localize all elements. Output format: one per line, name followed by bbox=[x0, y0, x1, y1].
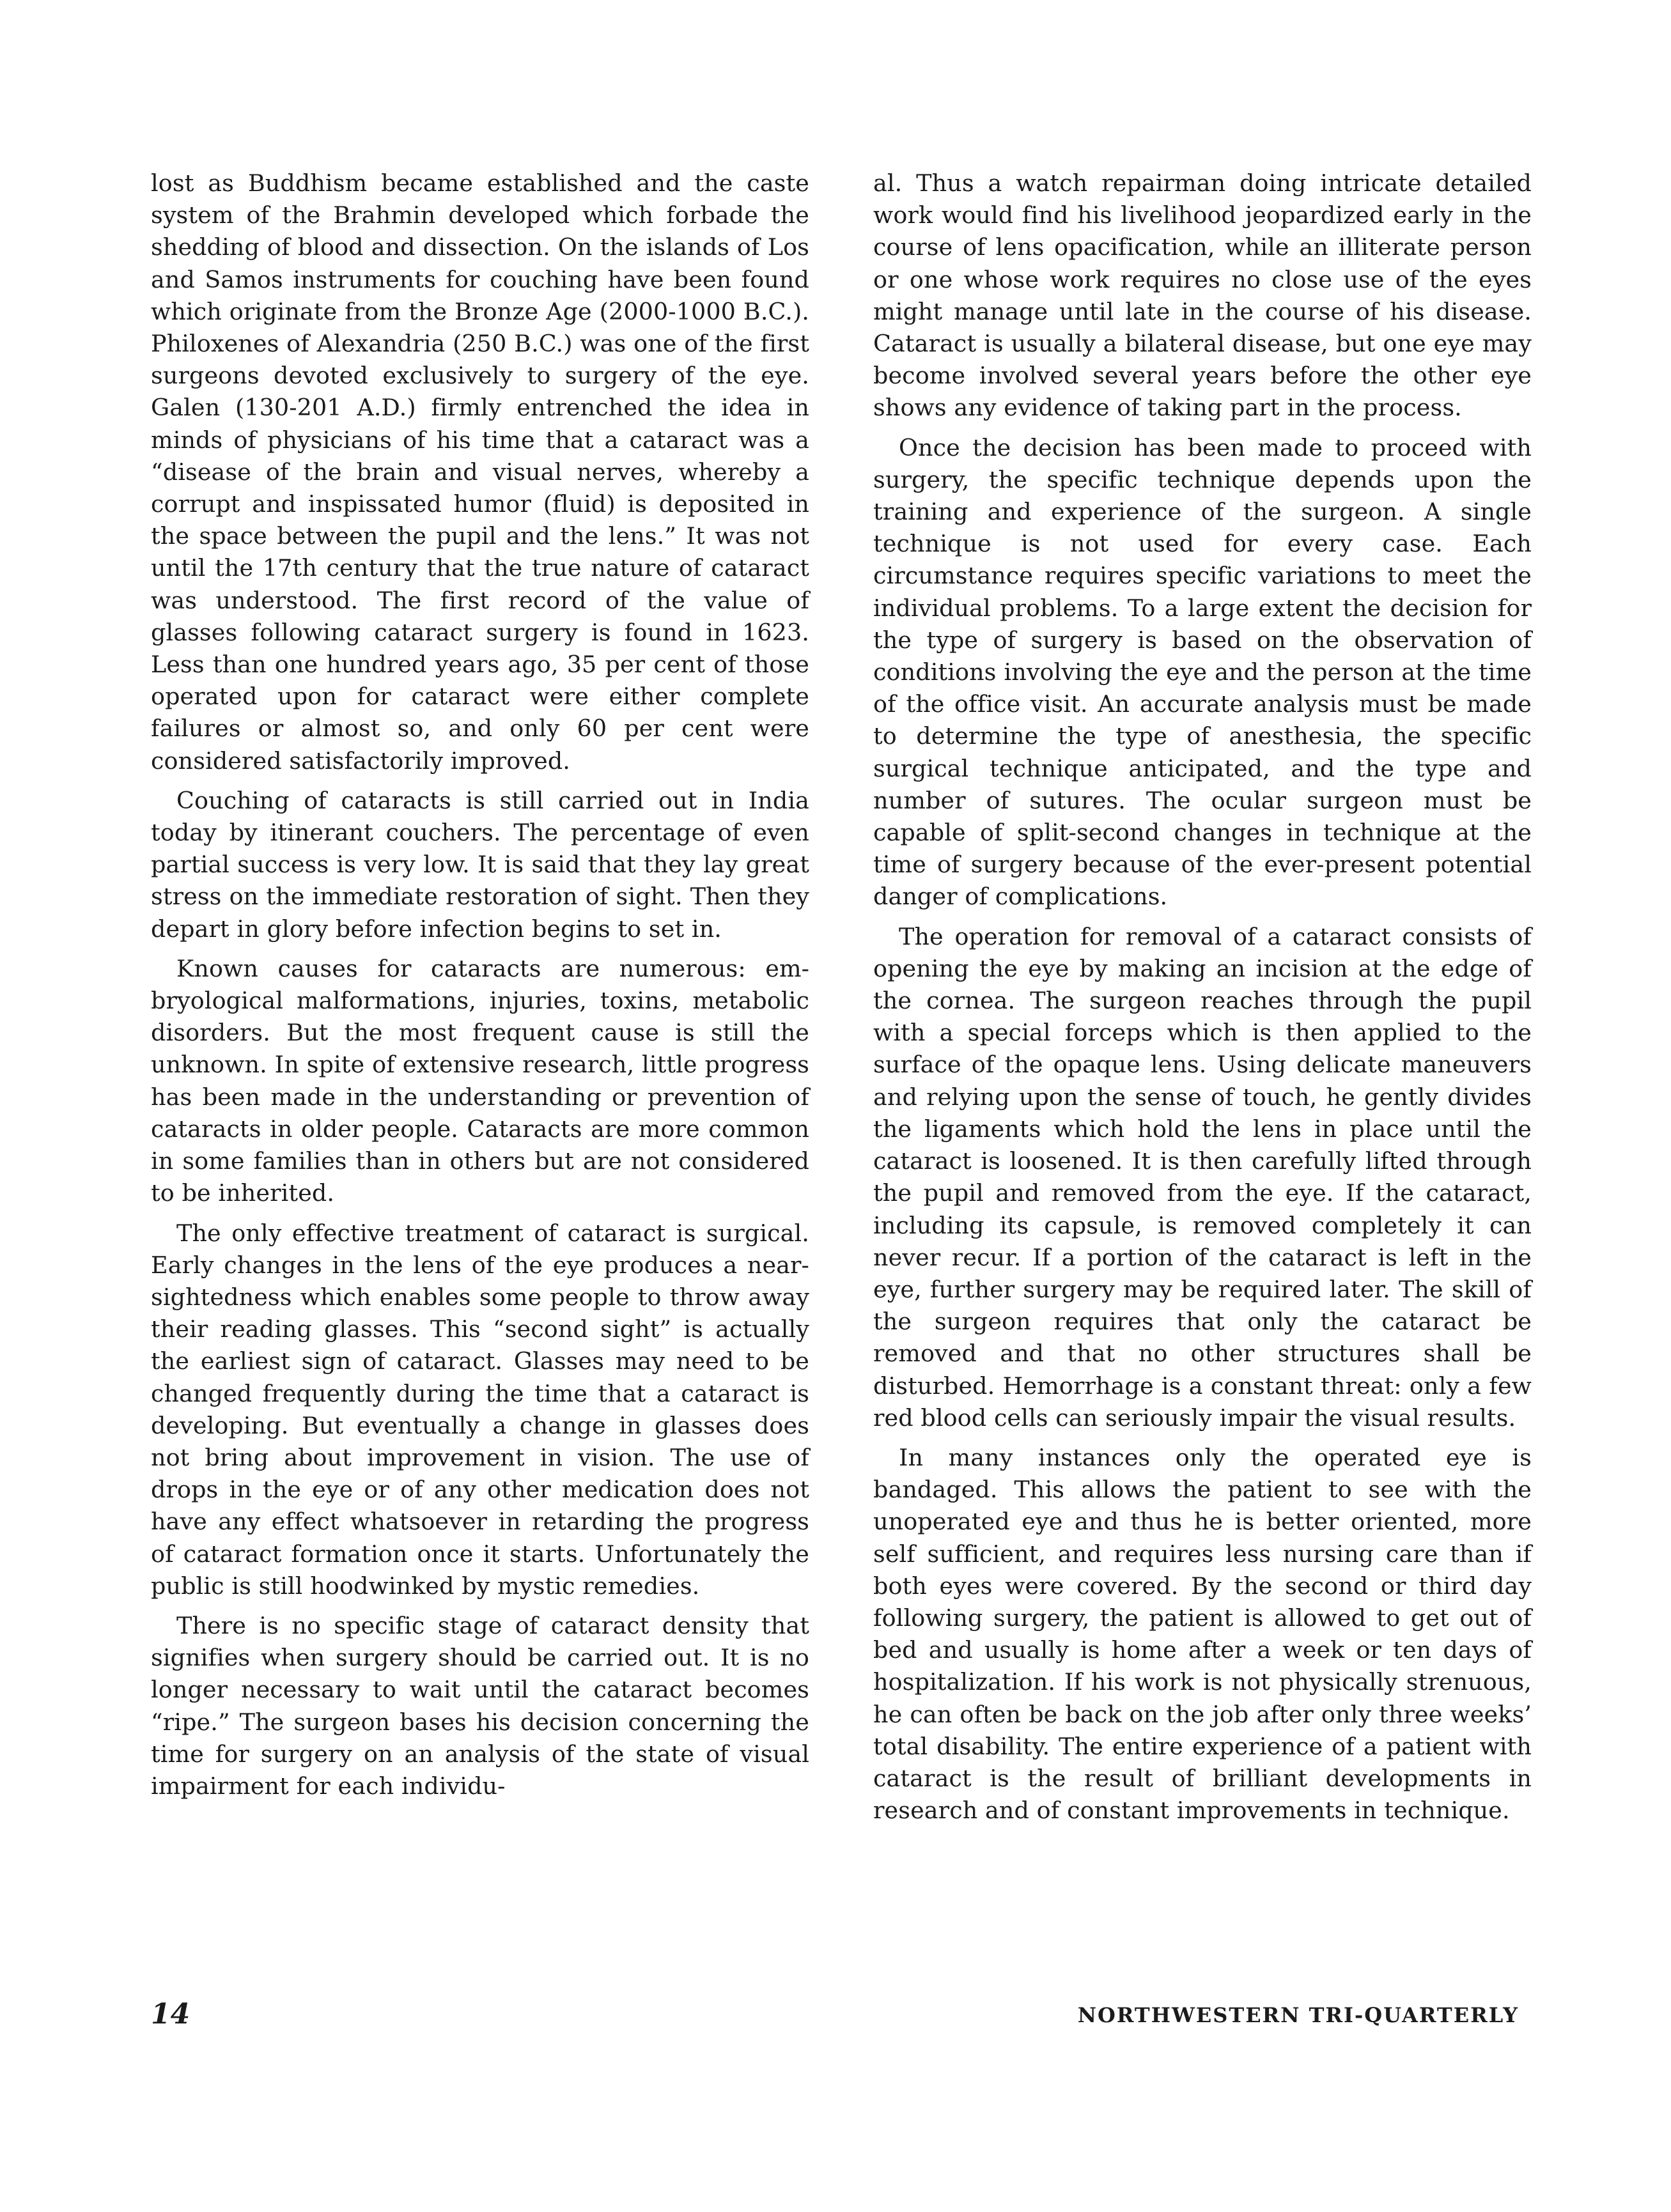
paragraph: Known causes for cataracts are numerous: embryological malformations, injuries, toxins, metabolic disorders. But the most frequent cause is still the unknown. In spite of extensive research, little progress has been made in the understanding or prevention of cataracts in older people. Cataracts are more common in some families than in others but are not considered to be inherited. bbox=[151, 954, 809, 1207]
paragraph: The only effective treatment of cataract is surgical. Early changes in the lens of the eye produces a near-sightedness which enables some people to throw away their reading glasses. This “second sight” is actually the earliest sign of cataract. Glasses may need to be changed frequently during the time that a cataract is developing. But eventually a change in glasses does not bring about improvement in vision. The use of drops in the eye or of any other medication does not have any effect whatsoever in retarding the progress of cataract formation once it starts. Unfortunately the public is still hoodwinked by mystic remedies. bbox=[151, 1219, 809, 1600]
journal-name: NORTHWESTERN TRI-QUARTERLY bbox=[1077, 2003, 1519, 2027]
paragraph: Once the decision has been made to proceed with surgery, the specific technique depends upon the training and experience of the surgeon. A single technique is not used for every case. Each circumstance requires specific variations to meet the individual problems. To a large extent the decision for the type of surgery is based on the observation of conditions involving the eye and the person at the time of the office visit. An accurate analysis must be made to determine the type of anesthesia, the specific surgical technique anticipated, and the type and number of sutures. The ocular surgeon must be capable of split-second changes in technique at the time of surgery because of the ever-present potential danger of complications. bbox=[873, 433, 1532, 911]
paragraph: In many instances only the operated eye is bandaged. This allows the patient to see with the unoperated eye and thus he is better oriented, more self sufficient, and requires less nursing care than if both eyes were covered. By the second or third day following surgery, the patient is allowed to get out of bed and usually is home after a week or ten days of hospitalization. If his work is not physically strenuous, he can often be back on the job after only three weeks’ total disability. The entire experience of a patient with cataract is the result of brilliant developments in research and of constant improvements in technique. bbox=[873, 1443, 1532, 1825]
right-column bbox=[873, 167, 1532, 1834]
paragraph: The operation for removal of a cataract consists of opening the eye by making an incision at the edge of the cornea. The surgeon reaches through the pupil with a special forceps which is then applied to the surface of the opaque lens. Using delicate maneuvers and relying upon the sense of touch, he gently divides the ligaments which hold the lens in place until the cataract is loosened. It is then carefully lifted through the pupil and removed from the eye. If the cataract, including its capsule, is removed completely it can never recur. If a portion of the cataract is left in the eye, further surgery may be required later. The skill of the surgeon requires that only the cataract be removed and that no other structures shall be disturbed. Hemorrhage is a constant threat: only a few red blood cells can seriously impair the visual results. bbox=[873, 922, 1532, 1432]
paragraph: There is no specific stage of cataract density that signifies when surgery should be carried out. It is no longer necessary to wait until the cataract becomes “ripe.” The surgeon bases his decision concerning the time for surgery on an analysis of the state of visual impairment for each individu- bbox=[151, 1611, 809, 1800]
page-footer bbox=[151, 1998, 1519, 2036]
page-number: 14 bbox=[151, 1998, 190, 2030]
paragraph: Couching of cataracts is still carried out in India today by itinerant couchers. The percentage of even partial success is very low. It is said that they lay great stress on the immediate restoration of sight. Then they depart in glory before infection begins to set in. bbox=[151, 786, 809, 943]
paragraph: al. Thus a watch repairman doing intricate detailed work would find his livelihood jeopardized early in the course of lens opacification, while an illiterate person or one whose work requires no close use of the eyes might manage until late in the course of his disease. Cataract is usually a bilateral disease, but one eye may become involved several years before the other eye shows any evidence of taking part in the process. bbox=[873, 169, 1532, 422]
left-column bbox=[151, 167, 809, 1810]
paragraph: lost as Buddhism became established and the caste system of the Brahmin developed which forbade the shedding of blood and dissection. On the islands of Los and Samos instruments for couching have been found which originate from the Bronze Age (2000-1000 B.C.). Philoxenes of Alexandria (250 B.C.) was one of the first surgeons devoted exclusively to surgery of the eye. Galen (130-201 A.D.) firmly entrenched the idea in minds of physicians of his time that a cataract was a “disease of the brain and visual nerves, whereby a corrupt and inspissated humor (fluid) is deposited in the space between the pupil and the lens.” It was not until the 17th century that the true nature of cataract was understood. The first record of the value of glasses following cataract surgery is found in 1623. Less than one hundred years ago, 35 per cent of those operated upon for cataract were either complete failures or almost so, and only 60 per cent were considered satisfactorily improved. bbox=[151, 169, 809, 775]
